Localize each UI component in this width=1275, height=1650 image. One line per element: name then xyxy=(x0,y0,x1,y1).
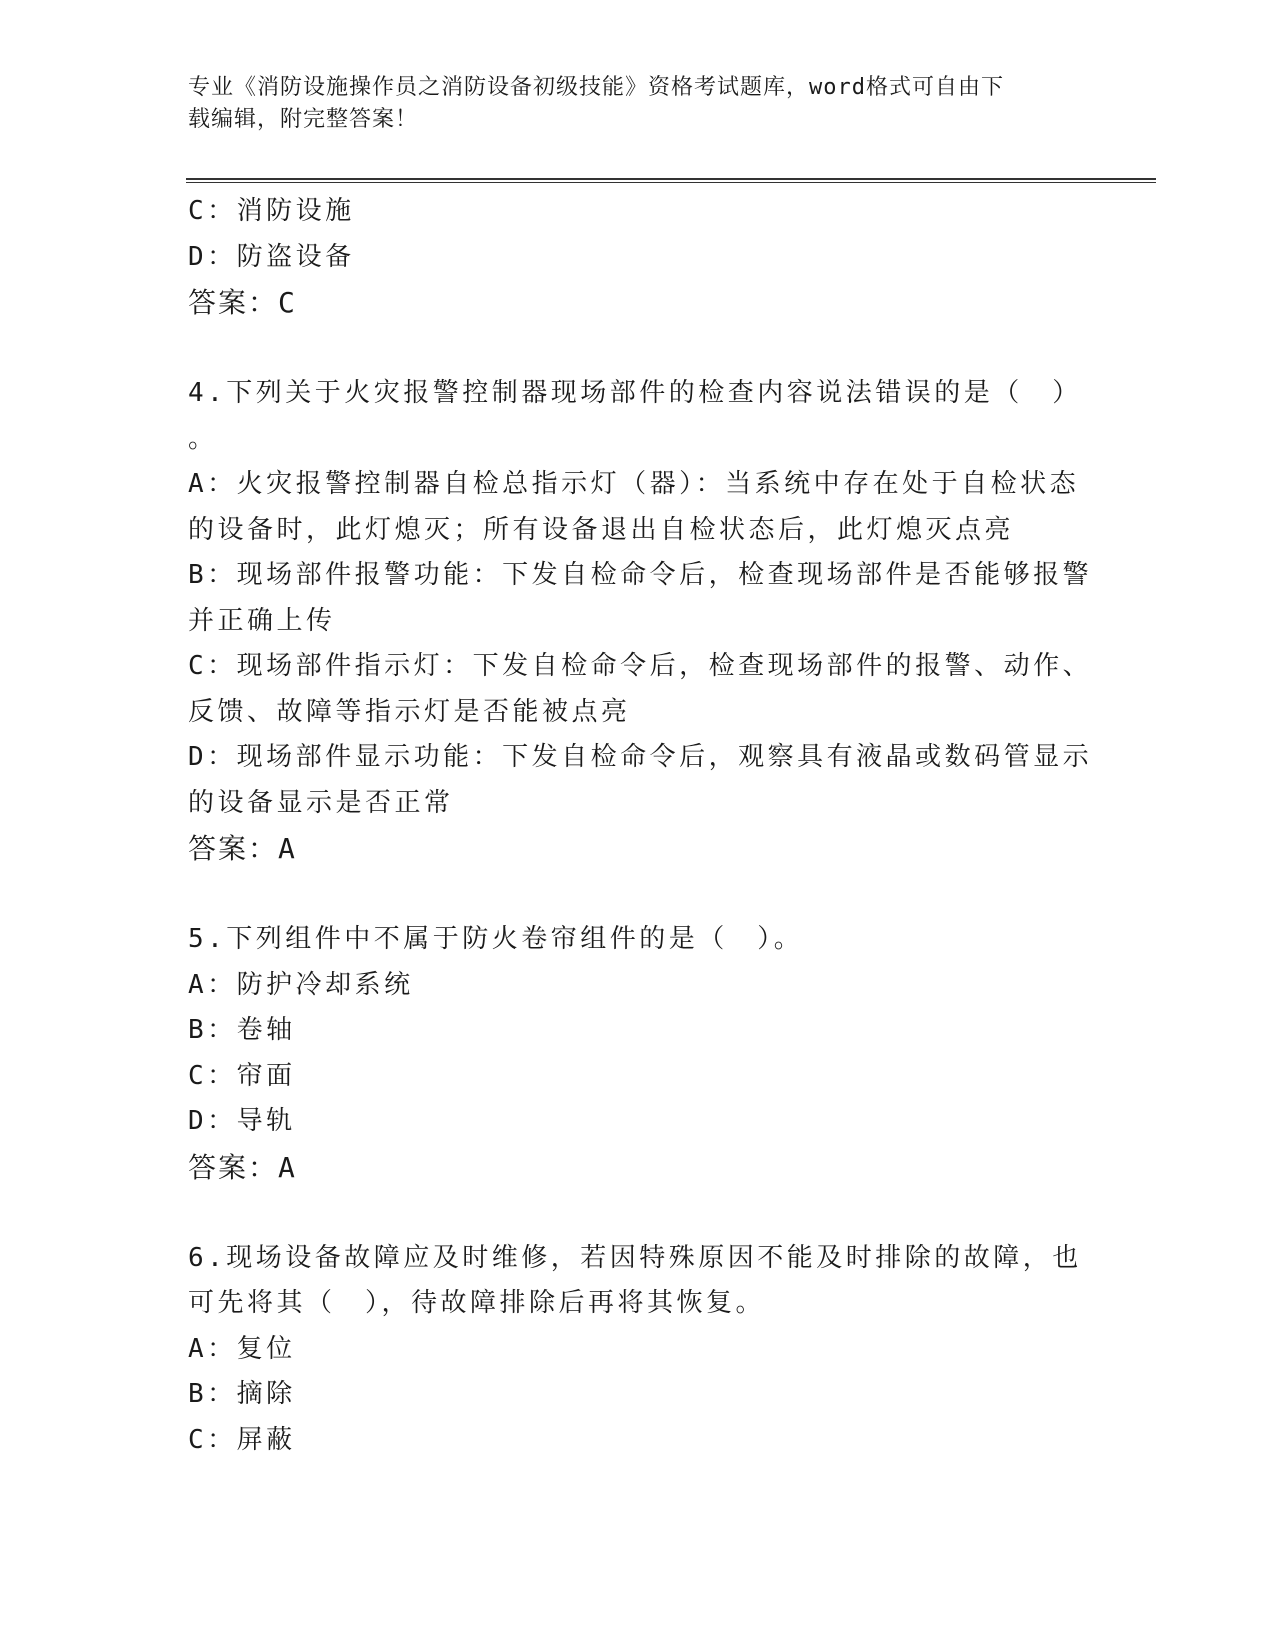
header-line-1: 专业《消防设施操作员之消防设备初级技能》资格考试题库，word格式可自由下 xyxy=(188,75,1004,100)
prev-answer: 答案：C xyxy=(188,286,297,319)
spacer xyxy=(188,326,1088,372)
header-line-2: 载编辑，附完整答案！ xyxy=(188,107,419,132)
question-4-option-a-cont: 的设备时，此灯熄灭；所有设备退出自检状态后，此灯熄灭点亮 xyxy=(188,514,1015,545)
question-4-stem: 4.下列关于火灾报警控制器现场部件的检查内容说法错误的是（ ） xyxy=(188,378,1082,408)
question-4-option-b-cont: 并正确上传 xyxy=(188,605,336,636)
question-6-option-a: A：复位 xyxy=(188,1333,296,1364)
question-content xyxy=(188,189,1093,1463)
question-4-option-b: B：现场部件报警功能：下发自检命令后，检查现场部件是否能够报警 xyxy=(188,560,1093,590)
question-4-option-d: D：现场部件显示功能：下发自检命令后，观察具有液晶或数码管显示 xyxy=(188,742,1093,772)
page-header xyxy=(188,72,1088,136)
question-5-stem: 5.下列组件中不属于防火卷帘组件的是（ ）。 xyxy=(188,924,804,954)
question-4-option-d-cont: 的设备显示是否正常 xyxy=(188,787,454,818)
question-5 xyxy=(188,917,1088,1190)
question-5-option-a: A：防护冷却系统 xyxy=(188,969,414,1000)
question-4-option-a: A：火灾报警控制器自检总指示灯（器）：当系统中存在处于自检状态 xyxy=(188,469,1080,499)
question-4-stem-end: 。 xyxy=(188,423,218,454)
spacer xyxy=(188,1190,1088,1236)
question-6-stem: 6.现场设备故障应及时维修，若因特殊原因不能及时排除的故障，也 xyxy=(188,1242,1082,1273)
question-4 xyxy=(188,371,1093,872)
question-6-option-b: B：摘除 xyxy=(188,1379,296,1409)
spacer xyxy=(188,872,1088,918)
question-5-option-b: B：卷轴 xyxy=(188,1015,296,1045)
question-4-answer: 答案：A xyxy=(188,832,297,865)
prev-option-d: D：防盗设备 xyxy=(188,241,355,272)
prev-option-c: C：消防设施 xyxy=(188,196,355,226)
header-rule-thick xyxy=(186,178,1156,180)
question-6 xyxy=(188,1236,1088,1464)
question-6-option-c: C：屏蔽 xyxy=(188,1424,296,1455)
question-4-option-c: C：现场部件指示灯：下发自检命令后，检查现场部件的报警、动作、 xyxy=(188,651,1093,681)
question-5-answer: 答案：A xyxy=(188,1150,297,1184)
question-6-stem-cont: 可先将其（ ），待故障排除后再将其恢复。 xyxy=(188,1288,766,1318)
question-5-option-d: D：导轨 xyxy=(188,1106,296,1136)
question-4-option-c-cont: 反馈、故障等指示灯是否能被点亮 xyxy=(188,696,631,727)
header-rule-thin xyxy=(186,182,1156,183)
question-5-option-c: C：帘面 xyxy=(188,1060,296,1091)
